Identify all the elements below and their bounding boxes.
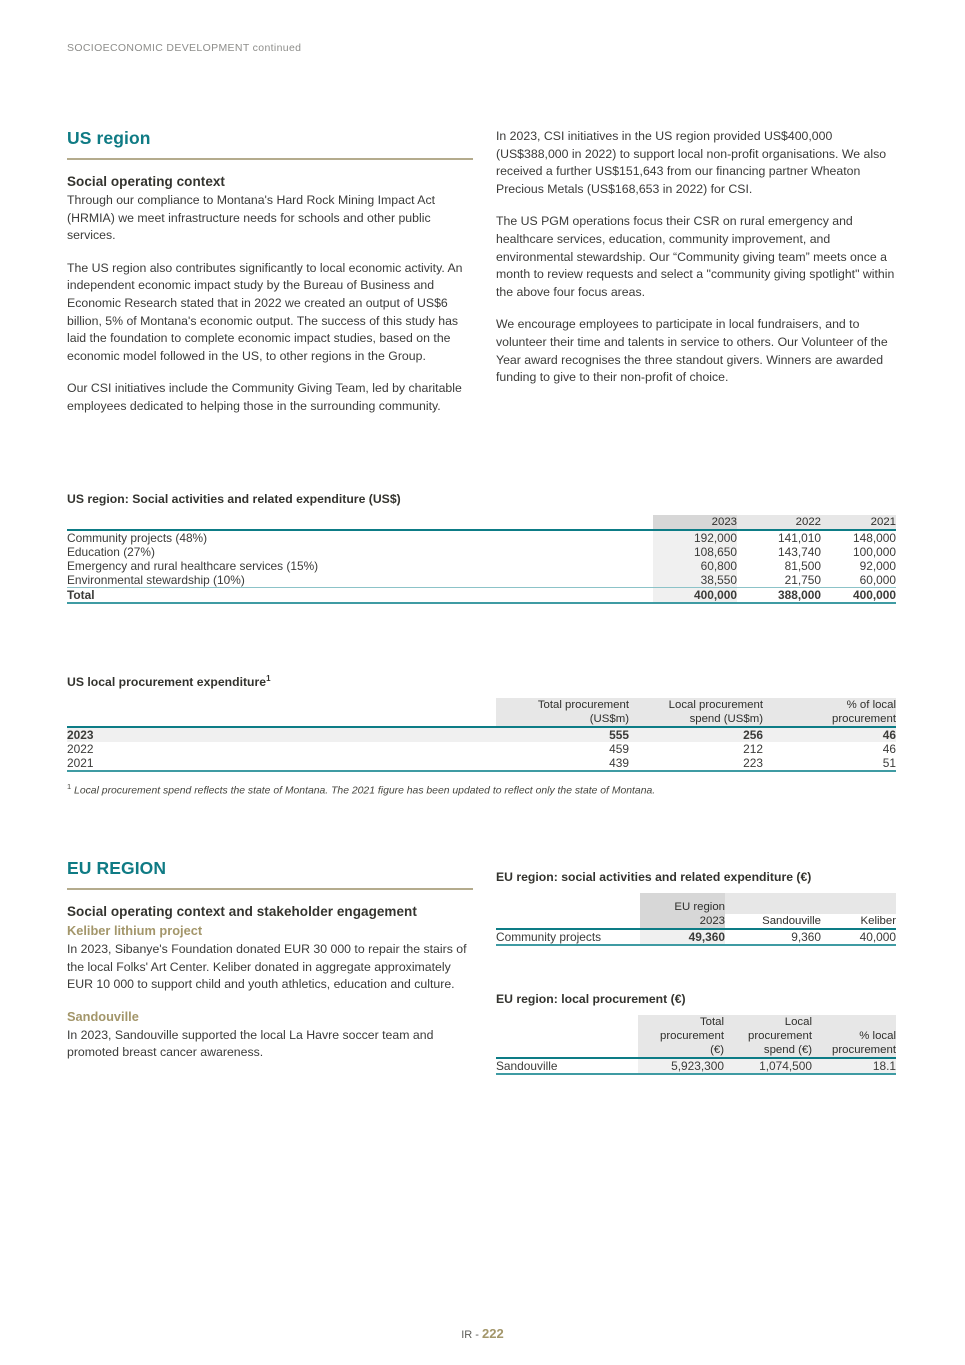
cell-2021: 92,000 bbox=[859, 559, 896, 573]
row-label: 2022 bbox=[67, 742, 94, 757]
total-label: Total bbox=[67, 588, 95, 602]
us-social-expenditure-table-block bbox=[67, 492, 896, 604]
page-number: 222 bbox=[482, 1326, 504, 1341]
header-line-1: Local procurement bbox=[668, 699, 763, 712]
table-row bbox=[67, 545, 896, 559]
cell-local-procurement-spend: 256 bbox=[629, 727, 763, 742]
cell-percent-local: 46 bbox=[763, 727, 896, 742]
total-2023: 400,000 bbox=[653, 588, 737, 603]
table-total-row bbox=[67, 588, 896, 603]
cell-2022: 81,500 bbox=[784, 559, 821, 573]
table-caption: EU region: social activities and related expenditure (€) bbox=[496, 870, 812, 884]
table-row bbox=[496, 1058, 896, 1073]
header-line-2: spend (US$m) bbox=[689, 713, 763, 726]
column-header-percent-local-procurement bbox=[812, 1015, 896, 1057]
header-line-2: (US$m) bbox=[589, 713, 629, 726]
cell-2022: 141,010 bbox=[778, 531, 821, 545]
us-paragraph-2: The US region also contributes significantly to local economic activity. An independent economic impact study by the Bureau of Business and Economic Research stated that in 2022 we created an output of US$6 billion, 5% of Montana's economic output. The success of this study has laid the foundation to complete economic impact studies, based on the economic model followed in the US, to other regions in the Group. bbox=[67, 260, 463, 363]
eu-local-procurement-table bbox=[496, 1015, 896, 1075]
header-spacer bbox=[496, 1015, 638, 1057]
header-line-2: procurement bbox=[832, 1044, 896, 1056]
footnote-text: Local procurement spend reflects the state of Montana. The 2021 figure has been updated to reflect only the state of Montana. bbox=[71, 785, 656, 797]
header-line-1: % of local bbox=[846, 699, 896, 712]
cell-2021: 148,000 bbox=[853, 531, 896, 545]
us-social-expenditure-table bbox=[67, 515, 896, 604]
us-local-procurement-table-block bbox=[67, 674, 896, 799]
column-header-sandouville: Sandouville bbox=[762, 915, 821, 927]
column-header-total-procurement bbox=[638, 1015, 724, 1057]
group-header-eu-region: EU region bbox=[640, 893, 725, 914]
header-line-3: (€) bbox=[710, 1044, 724, 1056]
cell-percent-local: 18.1 bbox=[812, 1058, 896, 1073]
column-header-local-procurement-spend bbox=[629, 698, 763, 726]
table-bottom-rule bbox=[496, 944, 896, 945]
header-line-2: procurement bbox=[748, 1030, 812, 1042]
eu-left-column bbox=[67, 858, 473, 1062]
table-row bbox=[67, 742, 896, 756]
cell-2022: 21,750 bbox=[784, 573, 821, 587]
table-caption: US region: Social activities and related expenditure (US$) bbox=[67, 492, 401, 506]
eu-social-expenditure-table bbox=[496, 893, 896, 946]
column-header-local-procurement-spend bbox=[724, 1015, 812, 1057]
table-row bbox=[67, 727, 896, 742]
row-label: Emergency and rural healthcare services (15%) bbox=[67, 559, 319, 573]
row-label: Community projects bbox=[496, 930, 602, 944]
header-line-1: Total procurement bbox=[537, 699, 629, 712]
us-right-paragraph-2: The US PGM operations focus their CSR on rural emergency and healthcare services, education, community improvement, and environmental stewardship. Our “Community giving team” meets once a month to review requests and select a "community giving spotlight" within the above four focus areas. bbox=[496, 214, 895, 299]
table-caption: EU region: local procurement (€) bbox=[496, 992, 686, 1006]
cell-2022: 143,740 bbox=[778, 545, 821, 559]
column-header-2021: 2021 bbox=[821, 515, 896, 529]
cell-total-procurement: 5,923,300 bbox=[638, 1058, 724, 1073]
us-social-operating-context-heading: Social operating context bbox=[67, 174, 225, 189]
column-header-percent-local-procurement bbox=[763, 698, 896, 726]
heading-divider bbox=[67, 888, 473, 890]
header-spacer bbox=[496, 893, 640, 914]
header-line-2: procurement bbox=[832, 713, 896, 726]
sandouville-heading: Sandouville bbox=[67, 1008, 139, 1024]
keliber-paragraph: In 2023, Sibanye's Foundation donated EUR 30 000 to repair the stairs of the local Folks' Art Center. Keliber donated in aggregate approximately EUR 10 000 to support child and youth athletics, education and culture. bbox=[67, 942, 467, 992]
column-header-2023: 2023 bbox=[640, 914, 725, 928]
us-right-column bbox=[496, 128, 896, 402]
eu-social-operating-context-heading: Social operating context and stakeholder engagement bbox=[67, 904, 417, 919]
row-label: Sandouville bbox=[496, 1059, 558, 1073]
header-line-1: Total bbox=[699, 1016, 724, 1028]
table-header-row bbox=[67, 515, 896, 529]
column-header-keliber: Keliber bbox=[860, 915, 896, 927]
table-footnote bbox=[67, 780, 896, 798]
us-right-paragraph-1: In 2023, CSI initiatives in the US region provided US$400,000 (US$388,000 in 2022) to support local non-profit organisations. We also received a further US$151,643 from our financing partner Wheaton Precious Metals (US$168,653 in 2022) for CSI. bbox=[496, 129, 887, 196]
row-label: Education (27%) bbox=[67, 545, 155, 559]
eu-local-procurement-table-block bbox=[496, 992, 896, 1075]
table-row bbox=[67, 559, 896, 573]
row-label: 2023 bbox=[67, 727, 496, 742]
cell-local-procurement-spend: 223 bbox=[743, 756, 763, 771]
keliber-lithium-project-heading: Keliber lithium project bbox=[67, 923, 203, 938]
cell-keliber: 40,000 bbox=[859, 930, 896, 944]
table-group-header-row bbox=[496, 893, 896, 914]
page-footer bbox=[0, 1326, 965, 1341]
table-header-row bbox=[67, 698, 896, 726]
group-header-spacer-1 bbox=[725, 893, 821, 914]
cell-local-procurement-spend: 212 bbox=[743, 742, 763, 757]
table-row bbox=[67, 756, 896, 770]
us-paragraph-3: Our CSI initiatives include the Community Giving Team, led by charitable employees dedicated to helping those in the surrounding community. bbox=[67, 381, 462, 413]
cell-2023: 38,550 bbox=[653, 573, 737, 587]
heading-divider bbox=[67, 158, 473, 160]
table-row bbox=[67, 573, 896, 587]
us-paragraph-1: Through our compliance to Montana's Hard Rock Mining Impact Act (HRMIA) we meet infrastructure needs for schools and other public services. bbox=[67, 193, 436, 243]
header-spacer bbox=[67, 515, 653, 529]
group-header-spacer-2 bbox=[821, 893, 896, 914]
running-head: SOCIOECONOMIC DEVELOPMENT continued bbox=[67, 42, 302, 54]
cell-percent-local: 46 bbox=[882, 742, 896, 757]
eu-region-heading: EU REGION bbox=[67, 858, 167, 878]
row-label: 2021 bbox=[67, 756, 94, 771]
us-region-heading: US region bbox=[67, 128, 151, 148]
cell-2021: 100,000 bbox=[853, 545, 896, 559]
footnote-marker: 1 bbox=[67, 782, 72, 792]
table-caption bbox=[67, 674, 896, 689]
column-header-total-procurement bbox=[496, 698, 629, 726]
header-line-2: procurement bbox=[660, 1030, 724, 1042]
cell-2021: 60,000 bbox=[859, 573, 896, 587]
row-label: Community projects (48%) bbox=[67, 531, 208, 545]
table-bottom-rule bbox=[67, 602, 896, 603]
table-row bbox=[496, 929, 896, 944]
footer-prefix: IR - bbox=[461, 1329, 483, 1341]
cell-percent-local: 51 bbox=[882, 756, 896, 771]
cell-2023: 108,650 bbox=[653, 545, 737, 559]
cell-total-procurement: 555 bbox=[496, 727, 629, 742]
table-header-row bbox=[496, 1015, 896, 1057]
cell-total-procurement: 439 bbox=[609, 756, 629, 771]
header-line-3: spend (€) bbox=[763, 1044, 812, 1056]
table-bottom-rule bbox=[67, 770, 896, 771]
column-header-2022: 2022 bbox=[737, 515, 821, 529]
us-left-column bbox=[67, 128, 473, 431]
header-spacer bbox=[496, 914, 640, 928]
cell-2023: 60,800 bbox=[653, 559, 737, 573]
table-caption-text: US local procurement expenditure bbox=[67, 675, 267, 690]
row-label: Environmental stewardship (10%) bbox=[67, 573, 245, 587]
total-2021: 400,000 bbox=[853, 588, 896, 602]
us-local-procurement-table bbox=[67, 698, 896, 772]
table-row bbox=[67, 530, 896, 545]
cell-local-procurement-spend: 1,074,500 bbox=[724, 1058, 812, 1073]
eu-social-expenditure-table-block bbox=[496, 870, 896, 946]
table-header-row bbox=[496, 914, 896, 928]
header-line-1: % local bbox=[859, 1030, 896, 1042]
sandouville-paragraph: In 2023, Sandouville supported the local La Havre soccer team and promoted breast cancer awareness. bbox=[67, 1027, 434, 1060]
total-2022: 388,000 bbox=[778, 588, 821, 602]
column-header-2023: 2023 bbox=[653, 515, 737, 529]
cell-2023: 192,000 bbox=[653, 530, 737, 545]
header-spacer bbox=[67, 698, 496, 726]
cell-total-procurement: 459 bbox=[609, 742, 629, 757]
cell-2023: 49,360 bbox=[640, 929, 725, 944]
cell-sandouville: 9,360 bbox=[791, 930, 821, 944]
header-line-1: Local bbox=[784, 1016, 812, 1028]
footnote-marker: 1 bbox=[266, 674, 271, 683]
table-bottom-rule bbox=[496, 1073, 896, 1074]
us-right-paragraph-3: We encourage employees to participate in local fundraisers, and to volunteer their time and talents in service to others. Our Volunteer of the Year award recognises the three standout givers. Winners are awarded funding to give to their non-profit of choice. bbox=[496, 317, 888, 385]
